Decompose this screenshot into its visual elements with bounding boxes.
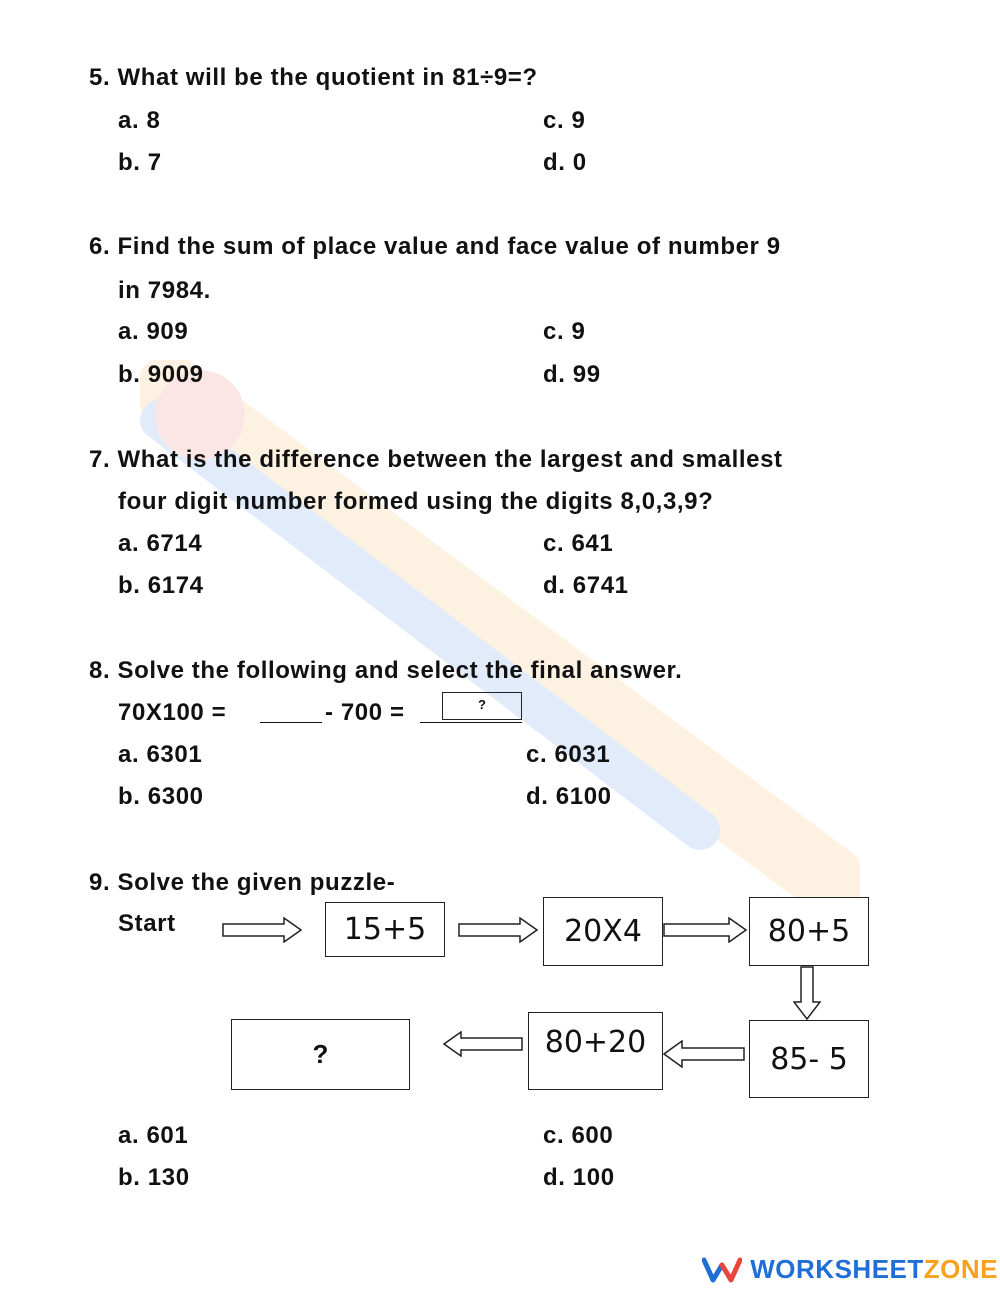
q8-option-c[interactable]: c. 6031 bbox=[526, 741, 611, 768]
arrow-right-icon bbox=[458, 917, 538, 943]
watermark-graphic bbox=[140, 360, 860, 920]
q9-option-b[interactable]: b. 130 bbox=[118, 1164, 190, 1191]
puzzle-box-1: 15+5 bbox=[325, 902, 445, 957]
q7-option-b[interactable]: b. 6174 bbox=[118, 572, 204, 599]
q8-expression-part2: - 700 = bbox=[325, 699, 405, 726]
q9-option-c[interactable]: c. 600 bbox=[543, 1122, 614, 1149]
q5-option-b[interactable]: b. 7 bbox=[118, 149, 162, 176]
worksheetzone-logo bbox=[702, 1254, 998, 1285]
q7-option-a[interactable]: a. 6714 bbox=[118, 530, 203, 557]
q8-answer-box[interactable]: ? bbox=[442, 692, 522, 720]
q8-option-a[interactable]: a. 6301 bbox=[118, 741, 203, 768]
q8-option-d[interactable]: d. 6100 bbox=[526, 783, 612, 810]
question-7-text-line1: 7. What is the difference between the largest and smallest bbox=[89, 446, 783, 473]
puzzle-box-3: 80+5 bbox=[749, 897, 869, 966]
question-8-text: 8. Solve the following and select the final answer. bbox=[89, 657, 683, 684]
puzzle-box-4: 85- 5 bbox=[749, 1020, 869, 1098]
arrow-left-icon bbox=[443, 1031, 523, 1057]
q8-expression-part1: 70X100 = bbox=[118, 699, 227, 726]
worksheetzone-logo-icon bbox=[702, 1257, 742, 1283]
puzzle-answer-box[interactable]: ? bbox=[231, 1019, 410, 1090]
logo-wordmark bbox=[750, 1254, 998, 1285]
q5-option-d[interactable]: d. 0 bbox=[543, 149, 587, 176]
q6-option-d[interactable]: d. 99 bbox=[543, 361, 601, 388]
q6-option-b[interactable]: b. 9009 bbox=[118, 361, 204, 388]
arrow-right-icon bbox=[222, 917, 302, 943]
puzzle-start-label: Start bbox=[118, 910, 176, 937]
question-5-text: 5. What will be the quotient in 81÷9=? bbox=[89, 64, 538, 91]
logo-text-primary: WORKSHEET bbox=[750, 1254, 924, 1284]
q9-option-a[interactable]: a. 601 bbox=[118, 1122, 189, 1149]
arrow-left-icon bbox=[663, 1040, 745, 1068]
arrow-down-icon bbox=[793, 966, 821, 1020]
q7-option-c[interactable]: c. 641 bbox=[543, 530, 614, 557]
q8-answer-blank[interactable] bbox=[260, 722, 322, 723]
q5-option-a[interactable]: a. 8 bbox=[118, 107, 161, 134]
puzzle-box-2: 20X4 bbox=[543, 897, 663, 966]
question-7-text-line2: four digit number formed using the digits 8,0,3,9? bbox=[118, 488, 714, 515]
arrow-right-icon bbox=[663, 917, 747, 943]
question-6-text-line1: 6. Find the sum of place value and face value of number 9 bbox=[89, 233, 781, 260]
q8-option-b[interactable]: b. 6300 bbox=[118, 783, 204, 810]
question-6-text-line2: in 7984. bbox=[118, 277, 211, 304]
q6-option-a[interactable]: a. 909 bbox=[118, 318, 189, 345]
q5-option-c[interactable]: c. 9 bbox=[543, 107, 586, 134]
question-9-text: 9. Solve the given puzzle- bbox=[89, 869, 396, 896]
q6-option-c[interactable]: c. 9 bbox=[543, 318, 586, 345]
puzzle-box-5: 80+20 bbox=[528, 1012, 663, 1090]
q8-answer-underline bbox=[420, 722, 522, 723]
q7-option-d[interactable]: d. 6741 bbox=[543, 572, 629, 599]
logo-text-accent: ZONE bbox=[923, 1254, 998, 1284]
q9-option-d[interactable]: d. 100 bbox=[543, 1164, 615, 1191]
